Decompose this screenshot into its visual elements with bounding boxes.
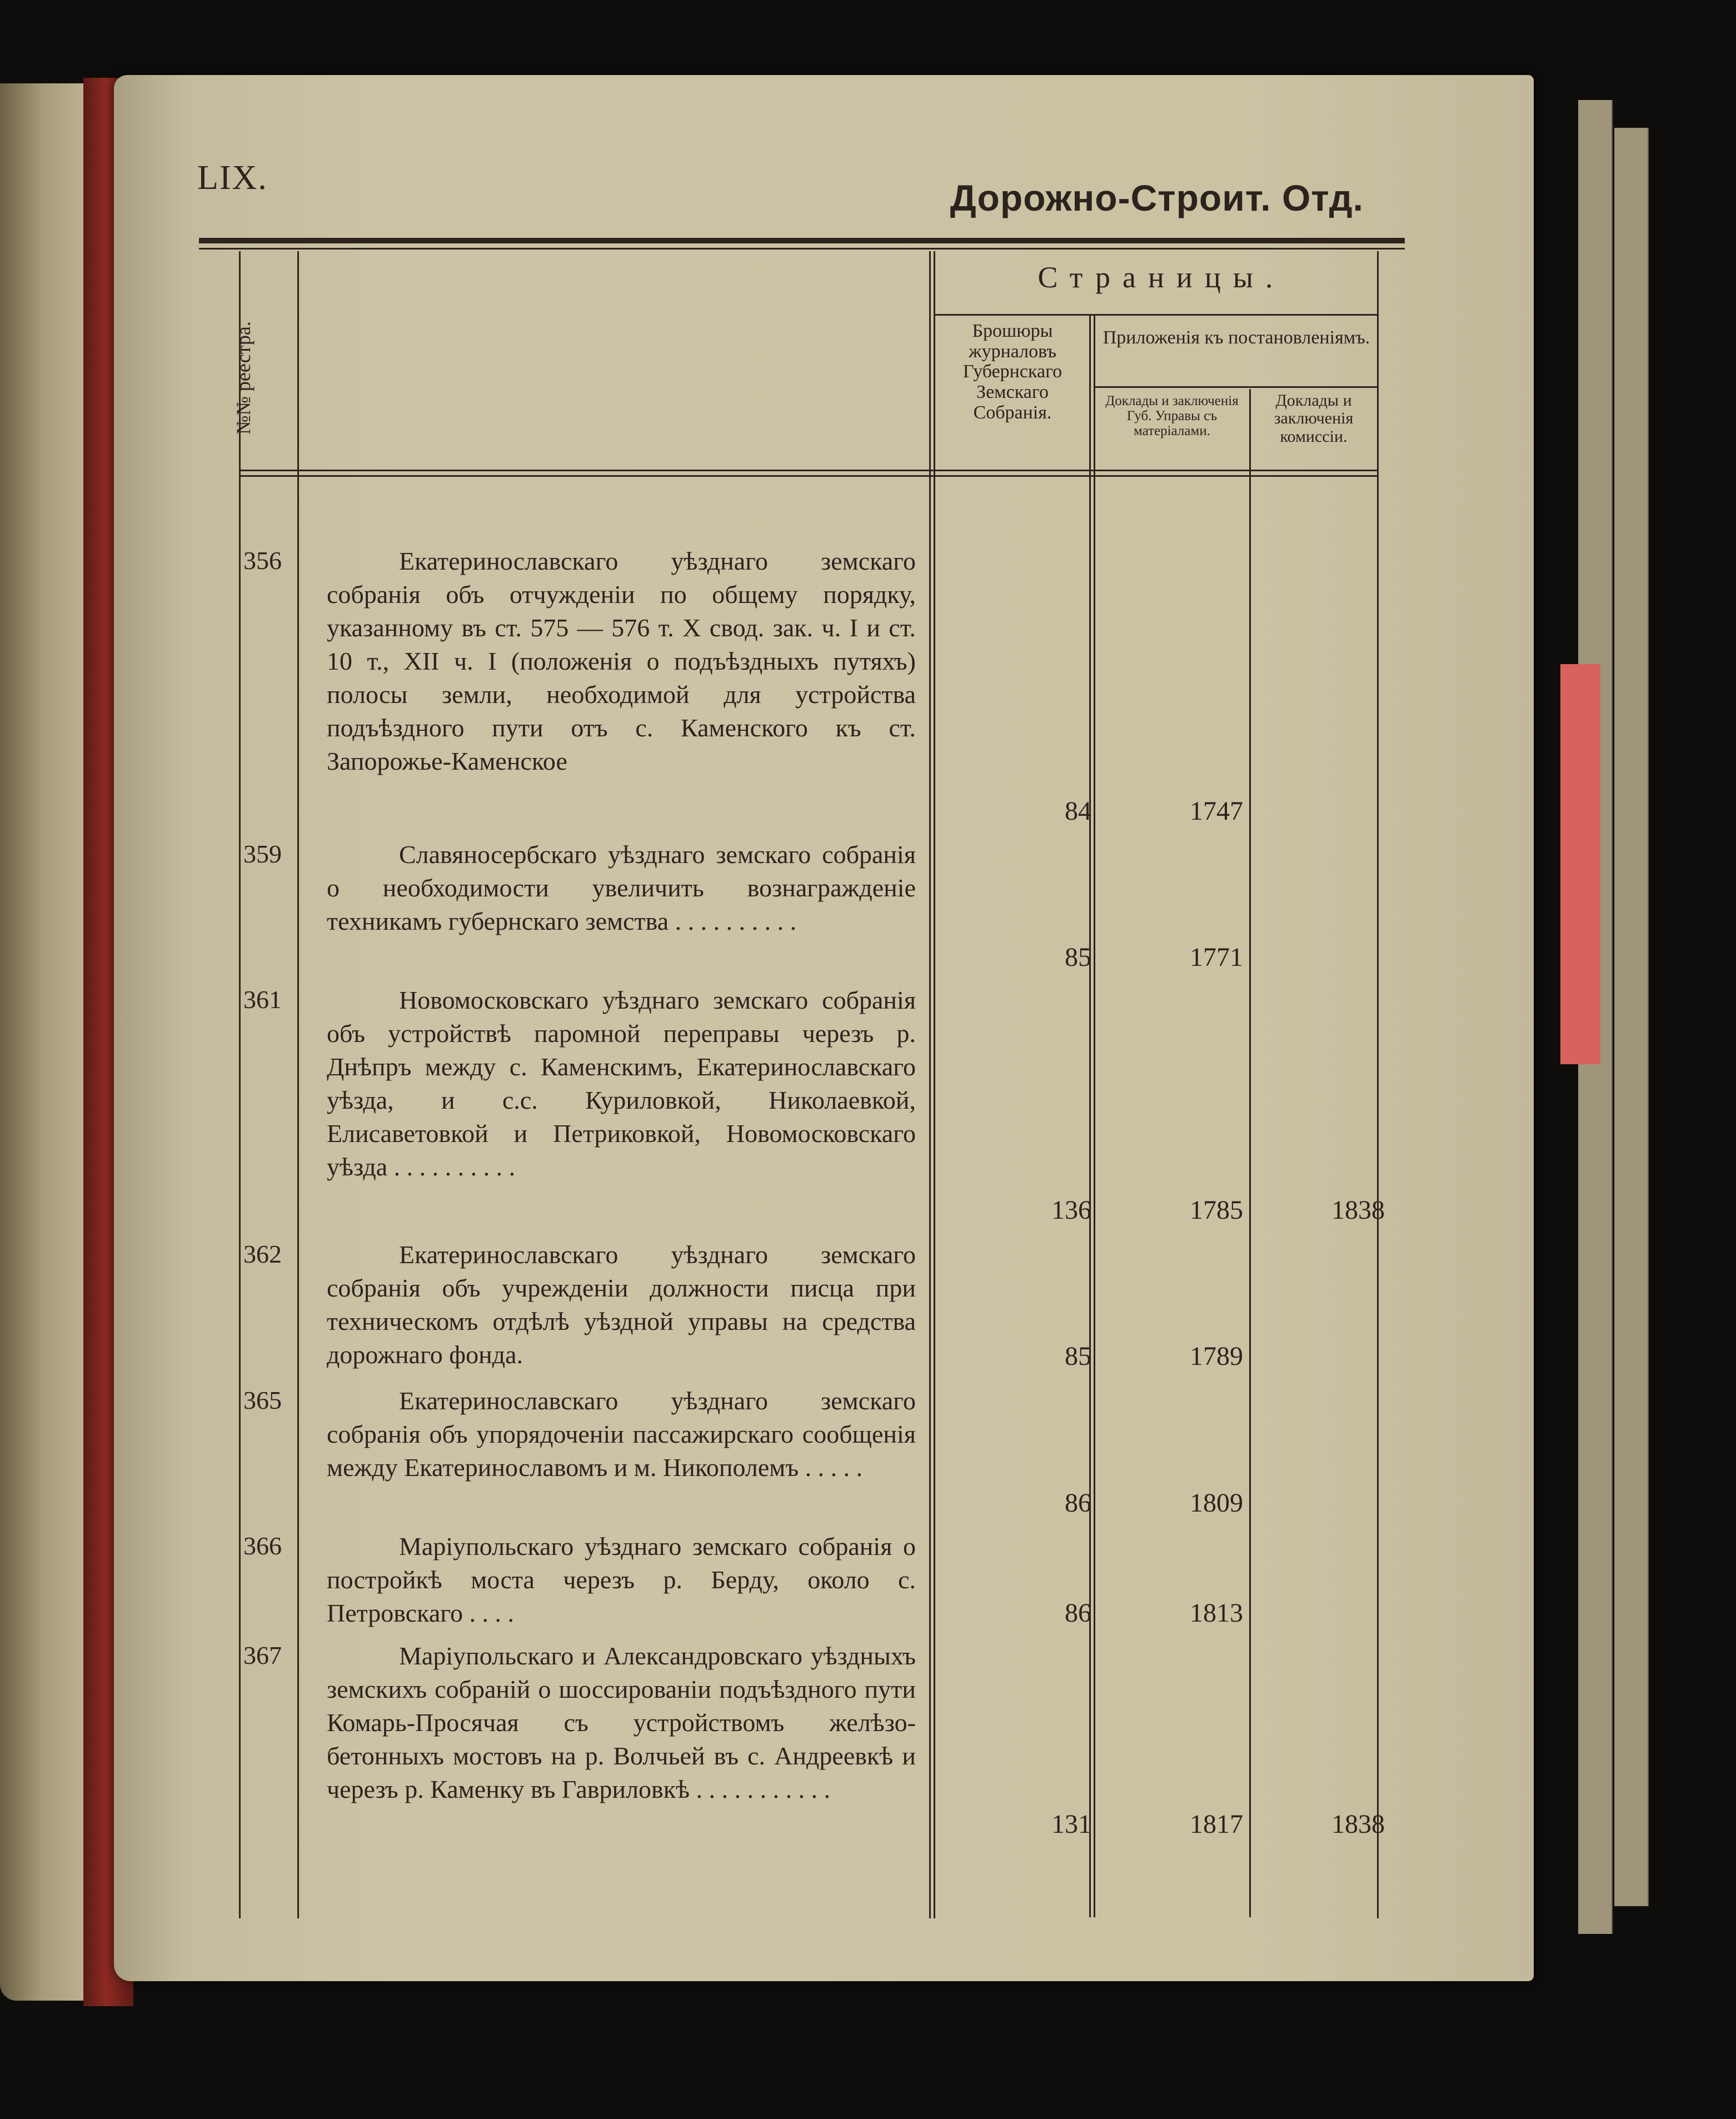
commission-page: 1838 <box>1331 1809 1385 1839</box>
header-subline <box>1094 386 1377 388</box>
header-rule <box>239 475 1378 477</box>
brochure-page: 86 <box>1065 1488 1091 1518</box>
uprava-page: 1809 <box>1190 1488 1243 1518</box>
brochure-page: 84 <box>1065 796 1091 826</box>
register-number: 365 <box>243 1386 282 1414</box>
entry-text: Екатеринославскаго уѣзднаго земскаго собранія объ отчужденіи по общему порядку, указанному въ ст. 575 — 576 т. X свод. зак. ч. I и ст. 10 т., XII ч. I (положенія о подъѣздныхъ путяхъ) полосы земли, необходимой для устройства подъѣздного пути отъ с. Каменского къ ст. Запорожье-Каменское <box>327 547 916 775</box>
register-number: 366 <box>243 1532 282 1560</box>
top-rule <box>199 248 1405 250</box>
pages-header: Страницы. <box>1037 261 1285 294</box>
brochure-page: 136 <box>1051 1195 1091 1225</box>
commission-reports-header: Доклады и заключенія комиссіи. <box>1274 391 1354 446</box>
uprava-page: 1771 <box>1190 943 1243 972</box>
column-line <box>934 251 935 1918</box>
uprava-page: 1817 <box>1190 1809 1243 1839</box>
column-line <box>239 251 241 1918</box>
column-line <box>1377 251 1379 1918</box>
column-line <box>929 251 931 1918</box>
entry-text: Маріупольскаго уѣзднаго земскаго собранія о постройкѣ моста черезъ р. Берду, около с. Петровскаго . . . . <box>327 1532 916 1627</box>
brochure-page: 85 <box>1065 943 1091 972</box>
register-number: 356 <box>243 546 282 575</box>
entry-text: Славяносербскаго уѣзднаго земскаго собранія о необходимости увеличить вознагражденіе техникамъ губернскаго земства . . . . . . . . . . <box>327 840 916 935</box>
header-rule <box>239 470 1378 471</box>
column-line <box>297 251 299 1918</box>
uprava-page: 1785 <box>1190 1195 1243 1225</box>
column-line <box>1094 314 1095 1917</box>
bookmark-strip <box>1560 664 1600 1064</box>
page-stack <box>1614 128 1649 1906</box>
column-line <box>1089 314 1091 1917</box>
section-title: Дорожно-Строит. Отд. <box>950 177 1364 218</box>
register-number-header: №№ реестра. <box>232 321 255 435</box>
entry-text: Екатеринославскаго уѣзднаго земскаго собранія объ упорядоченіи пассажирскаго сообщенія между Екатеринославомъ и м. Никополемъ . . . . . <box>327 1387 916 1482</box>
brochure-page: 86 <box>1065 1598 1091 1628</box>
column-line <box>1249 389 1251 1917</box>
entry-text: Новомосковскаго уѣзднаго земскаго собранія объ устройствѣ паромной переправы черезъ р. Днѣпръ между с. Каменскимъ, Екатеринославскаго уѣзда, и с.с. Куриловкой, Николаевкой, Елисаветовкой и Петриковкой, Новомосковскаго уѣзда . . . . . . . . . . <box>327 986 916 1181</box>
brochure-page: 131 <box>1051 1809 1091 1839</box>
uprava-page: 1789 <box>1190 1342 1243 1371</box>
register-number: 362 <box>243 1240 282 1268</box>
register-number: 367 <box>243 1641 282 1669</box>
brochure-page: 85 <box>1065 1342 1091 1371</box>
header-subline <box>934 314 1377 316</box>
entry-text: Екатеринославскаго уѣзднаго земскаго собранія объ учрежденіи должности писца при техническомъ отдѣлѣ уѣздной управы на средства дорожнаго фонда. <box>327 1240 916 1369</box>
appendices-header: Приложенія къ постановленіямъ. <box>1103 327 1370 348</box>
brochures-header: Брошюры журналовъ Губернскаго Земскаго Собранія. <box>962 321 1062 423</box>
commission-page: 1838 <box>1331 1195 1385 1225</box>
uprava-reports-header: Доклады и заключенія Губ. Управы съ матеріалами. <box>1105 393 1239 438</box>
top-rule <box>199 238 1405 243</box>
entry-text: Маріупольскаго и Александровскаго уѣздныхъ земскихъ собраній о шоссированіи подъѣздного пути Комарь-Просячая съ устройствомъ желѣзо-бетонныхъ мостовъ на р. Волчьей въ с. Андреевкѣ и черезъ р. Каменку въ Гавриловкѣ . . . . . . . . . . . <box>327 1642 916 1803</box>
page-folio: LIX. <box>197 159 268 197</box>
register-number: 361 <box>243 985 282 1014</box>
uprava-page: 1813 <box>1190 1598 1243 1628</box>
register-number: 359 <box>243 840 282 868</box>
uprava-page: 1747 <box>1190 796 1243 826</box>
